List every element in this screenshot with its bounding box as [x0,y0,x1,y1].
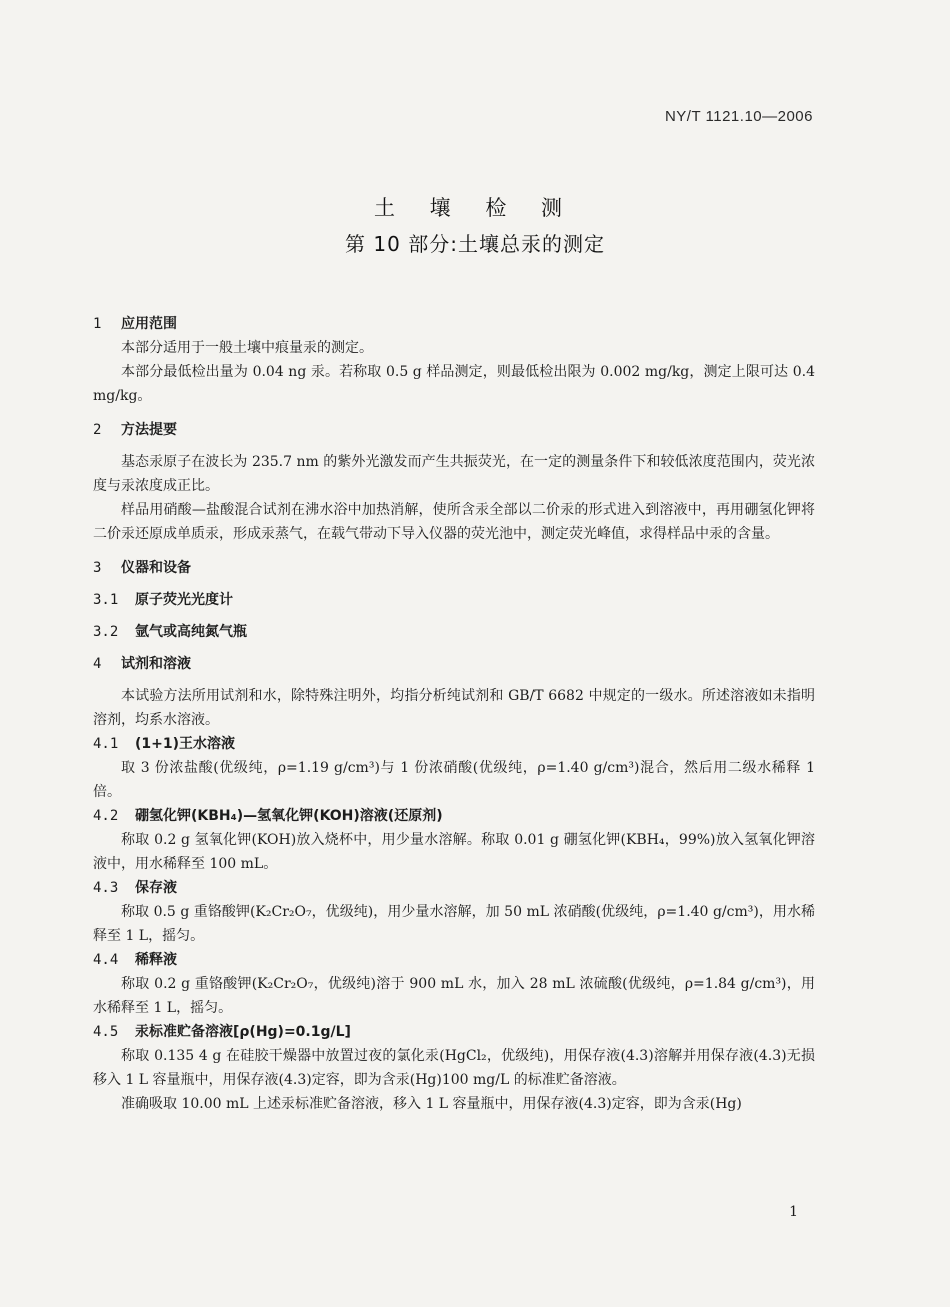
paragraph: 本部分适用于一般土壤中痕量汞的测定。 [121,340,373,356]
standard-code: NY/T 1121.10—2006 [664,108,813,125]
paragraph: 样品用硝酸—盐酸混合试剂在沸水浴中加热消解，使所含汞全部以二价汞的形式进入到溶液中，再用硼氢化钾将二价汞还原成单质汞，形成汞蒸气，在载气带动下导入仪器的荧光池中，测定荧光峰值，求得样品中汞的含量。 [93,502,815,542]
subsection-heading: 4.5 汞标准贮备溶液[ρ(Hg)=0.1g/L] [93,1024,351,1040]
section-heading: 4 试剂和溶液 [93,656,191,672]
subsection-heading: 3.2 氩气或高纯氮气瓶 [93,624,247,640]
document-subtitle: 第 10 部分:土壤总汞的测定 [345,232,605,256]
paragraph: 称取 0.2 g 重铬酸钾(K₂Cr₂O₇，优级纯)溶于 900 mL 水，加入 28 mL 浓硫酸(优级纯，ρ=1.84 g/cm³)，用水稀释至 1 L，摇匀。 [93,976,815,1016]
paragraph: 称取 0.2 g 氢氧化钾(KOH)放入烧杯中，用少量水溶解。称取 0.01 g 硼氢化钾(KBH₄，99%)放入氢氧化钾溶液中，用水稀释至 100 mL。 [93,832,815,872]
paragraph: 取 3 份浓盐酸(优级纯，ρ=1.19 g/cm³)与 1 份浓硝酸(优级纯，ρ=1.40 g/cm³)混合，然后用二级水稀释 1 倍。 [93,760,815,800]
page-number: 1 [789,1204,798,1220]
subsection-heading: 3.1 原子荧光光度计 [93,592,233,608]
paragraph: 本试验方法所用试剂和水，除特殊注明外，均指分析纯试剂和 GB/T 6682 中规定的一级水。所述溶液如未指明溶剂，均系水溶液。 [93,688,815,728]
document-body [93,312,815,1116]
section-heading: 1 应用范围 [93,316,177,332]
paragraph: 称取 0.135 4 g 在硅胶干燥器中放置过夜的氯化汞(HgCl₂，优级纯)，用保存液(4.3)溶解并用保存液(4.3)无损移入 1 L 容量瓶中，用保存液(4.3)定容，即为含汞(Hg)100 mg/L 的标准贮备溶液。 [93,1048,815,1088]
subsection-heading: 4.4 稀释液 [93,952,177,968]
section-heading: 2 方法提要 [93,422,177,438]
subsection-heading: 4.2 硼氢化钾(KBH₄)—氢氧化钾(KOH)溶液(还原剂) [93,808,443,824]
document-title: 土 壤 检 测 [373,196,577,220]
paragraph: 称取 0.5 g 重铬酸钾(K₂Cr₂O₇，优级纯)，用少量水溶解，加 50 mL 浓硝酸(优级纯，ρ=1.40 g/cm³)，用水稀释至 1 L，摇匀。 [93,904,815,944]
subsection-heading: 4.1 (1+1)王水溶液 [93,736,236,752]
paragraph: 本部分最低检出量为 0.04 ng 汞。若称取 0.5 g 样品测定，则最低检出限为 0.002 mg/kg，测定上限可达 0.4 mg/kg。 [93,364,815,404]
subsection-heading: 4.3 保存液 [93,880,177,896]
paragraph: 基态汞原子在波长为 235.7 nm 的紫外光激发而产生共振荧光，在一定的测量条件下和较低浓度范围内，荧光浓度与汞浓度成正比。 [93,454,815,494]
paragraph: 准确吸取 10.00 mL 上述汞标准贮备溶液，移入 1 L 容量瓶中，用保存液(4.3)定容，即为含汞(Hg) [121,1096,742,1112]
section-heading: 3 仪器和设备 [93,560,191,576]
